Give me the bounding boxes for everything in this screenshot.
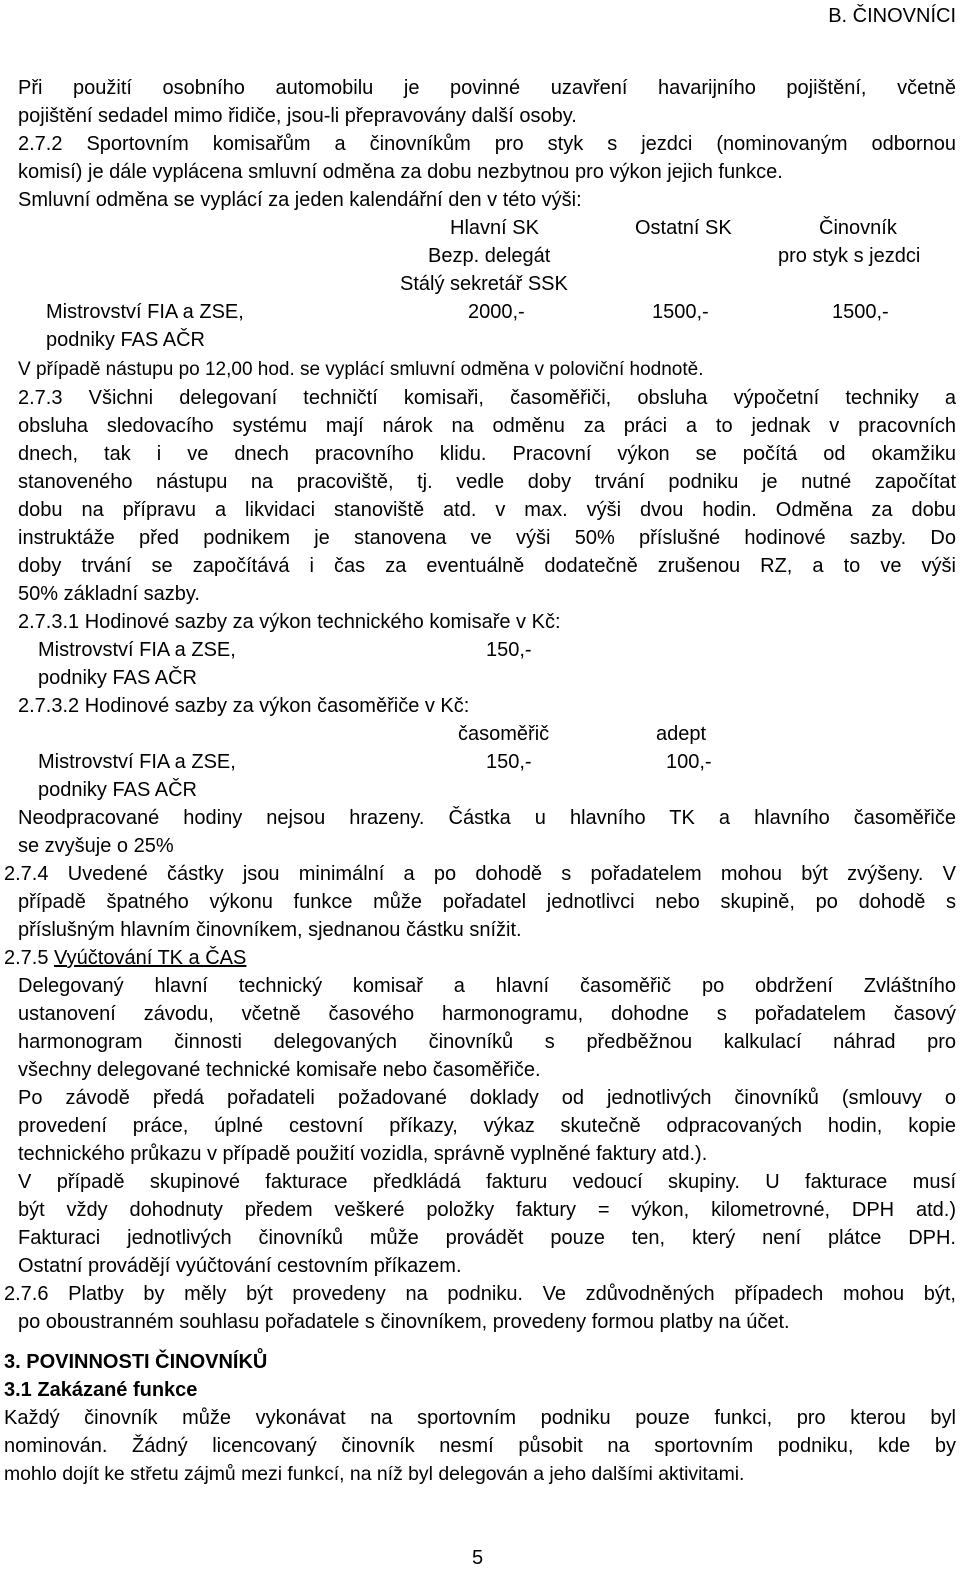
- subsection-heading: 3.1 Zakázané funkce: [4, 1379, 198, 1401]
- value-timekeeper: 150,-: [486, 751, 532, 773]
- text-line: příslušným hlavním činovníkem, sjednanou částku snížit.: [18, 919, 522, 941]
- half-rate-note: V případě nástupu po 12,00 hod. se vyplácí smluvní odměna v poloviční hodnotě.: [18, 359, 704, 380]
- text-line: provedení práce, úplné cestovní příkazy, výkaz skutečně odpracovaných hodin, kopie: [18, 1115, 956, 1137]
- row-label: podniky FAS AČR: [46, 329, 205, 351]
- text-line: 2.7.4 Uvedené částky jsou minimální a po dohodě s pořadatelem mohou být zvýšeny. V: [4, 863, 956, 885]
- text-line: instruktáže před podnikem je stanovena ve výši 50% příslušné hodinové sazby. Do: [18, 527, 956, 549]
- column-header-styk: pro styk s jezdci: [778, 245, 921, 267]
- text-line: případě špatného výkonu funkce může pořadatel jednotlivci nebo skupině, po dohodě s: [18, 891, 956, 913]
- text-line: V případě skupinové fakturace předkládá fakturu vedoucí skupiny. U fakturace musí: [18, 1171, 956, 1193]
- row-label: Mistrovství FIA a ZSE,: [46, 301, 244, 323]
- text-line: být vždy dohodnuty předem veškeré položky faktury = výkon, kilometrovné, DPH atd.): [18, 1199, 956, 1221]
- subsection-title: Vyúčtování TK a ČAS: [54, 947, 247, 969]
- column-header-adept: adept: [656, 723, 707, 745]
- row-label: podniky FAS AČR: [38, 779, 197, 801]
- column-header-secretary: Stálý sekretář SSK: [400, 273, 568, 295]
- text-line: doby trvání se započítává i čas za eventuálně dodatečně zrušenou RZ, a to ve výši: [18, 555, 956, 577]
- text-line: 2.7.6 Platby by měly být provedeny na podniku. Ve zdůvodněných případech mohou být,: [4, 1283, 956, 1305]
- text-line: Smluvní odměna se vyplácí za jeden kalendářní den v této výši:: [18, 189, 582, 211]
- value-adept: 100,-: [666, 751, 712, 773]
- column-header-bezp: Bezp. delegát: [428, 245, 551, 267]
- row-label: podniky FAS AČR: [38, 667, 197, 689]
- text-line: Neodpracované hodiny nejsou hrazeny. Částka u hlavního TK a hlavního časoměřiče: [18, 807, 956, 829]
- text-line: pojištění sedadel mimo řidiče, jsou-li přepravovány další osoby.: [18, 105, 577, 127]
- column-header-main-sk: Hlavní SK: [450, 217, 539, 239]
- text-line: Fakturaci jednotlivých činovníků může provádět pouze ten, který není plátce DPH.: [18, 1227, 956, 1249]
- subsection-title: 2.7.3.2 Hodinové sazby za výkon časoměřiče v Kč:: [18, 695, 470, 717]
- value-technical-commissioner: 150,-: [486, 639, 532, 661]
- row-label: Mistrovství FIA a ZSE,: [38, 639, 236, 661]
- text-line: stanoveného nástupu na pracoviště, tj. vedle doby trvání podniku je nutné započítat: [18, 471, 956, 493]
- text-line: Každý činovník může vykonávat na sportovním podniku pouze funkci, pro kterou byl: [4, 1407, 956, 1429]
- text-line: Při použití osobního automobilu je povinné uzavření havarijního pojištění, včetně: [18, 77, 956, 99]
- text-line: dobu na přípravu a likvidaci stanoviště atd. v max. výši dvou hodin. Odměna za dobu: [18, 499, 956, 521]
- column-header-official: Činovník: [819, 217, 897, 239]
- text-line: se zvyšuje o 25%: [18, 835, 174, 857]
- text-line: 2.7.2 Sportovním komisařům a činovníkům pro styk s jezdci (nominovaným odbornou: [18, 133, 956, 155]
- text-line: technického průkazu v případě použití vozidla, správně vyplněné faktury atd.).: [18, 1143, 708, 1165]
- value-main-sk: 2000,-: [468, 301, 525, 323]
- section-header: B. ČINOVNÍCI: [828, 5, 956, 27]
- text-line: mohlo dojít ke střetu zájmů mezi funkcí, na níž byl delegován a jeho dalšími aktivitami.: [4, 1463, 745, 1485]
- text-line: 50% základní sazby.: [18, 583, 200, 605]
- subsection-heading: [4, 944, 246, 972]
- text-line: 2.7.3 Všichni delegovaní techničtí komisaři, časoměřiči, obsluha výpočetní techniky a: [18, 387, 956, 409]
- text-line: Delegovaný hlavní technický komisař a hlavní časoměřič po obdržení Zvláštního: [18, 975, 956, 997]
- value-official: 1500,-: [832, 301, 889, 323]
- text-line: nominován. Žádný licencovaný činovník nesmí působit na sportovním podniku, kde by: [4, 1435, 956, 1457]
- text-line: komisí) je dále vyplácena smluvní odměna za dobu nezbytnou pro výkon jejich funkce.: [18, 161, 783, 183]
- text-line: dnech, tak i ve dnech pracovního klidu. Pracovní výkon se počítá od okamžiku: [18, 443, 956, 465]
- text-line: Po závodě předá pořadateli požadované doklady od jednotlivých činovníků (smlouvy o: [18, 1087, 956, 1109]
- value-other-sk: 1500,-: [652, 301, 709, 323]
- column-header-other-sk: Ostatní SK: [635, 217, 732, 239]
- text-line: ustanovení závodu, včetně časového harmonogramu, dohodne s pořadatelem časový: [18, 1003, 956, 1025]
- subsection-title: 2.7.3.1 Hodinové sazby za výkon technického komisaře v Kč:: [18, 611, 561, 633]
- text-line: obsluha sledovacího systému mají nárok na odměnu za práci a to jednak v pracovních: [18, 415, 956, 437]
- section-heading: 3. POVINNOSTI ČINOVNÍKŮ: [4, 1351, 268, 1373]
- page-number: 5: [472, 1547, 484, 1569]
- text-line: harmonogram činnosti delegovaných činovníků s předběžnou kalkulací náhrad pro: [18, 1031, 956, 1053]
- text-line: po oboustranném souhlasu pořadatele s činovníkem, provedeny formou platby na účet.: [18, 1311, 790, 1333]
- row-label: Mistrovství FIA a ZSE,: [38, 751, 236, 773]
- text-line: všechny delegované technické komisaře nebo časoměřiče.: [18, 1059, 541, 1081]
- text-line: Ostatní provádějí vyúčtování cestovním příkazem.: [18, 1255, 462, 1277]
- subsection-number: 2.7.5: [4, 947, 49, 969]
- column-header-timekeeper: časoměřič: [458, 723, 550, 745]
